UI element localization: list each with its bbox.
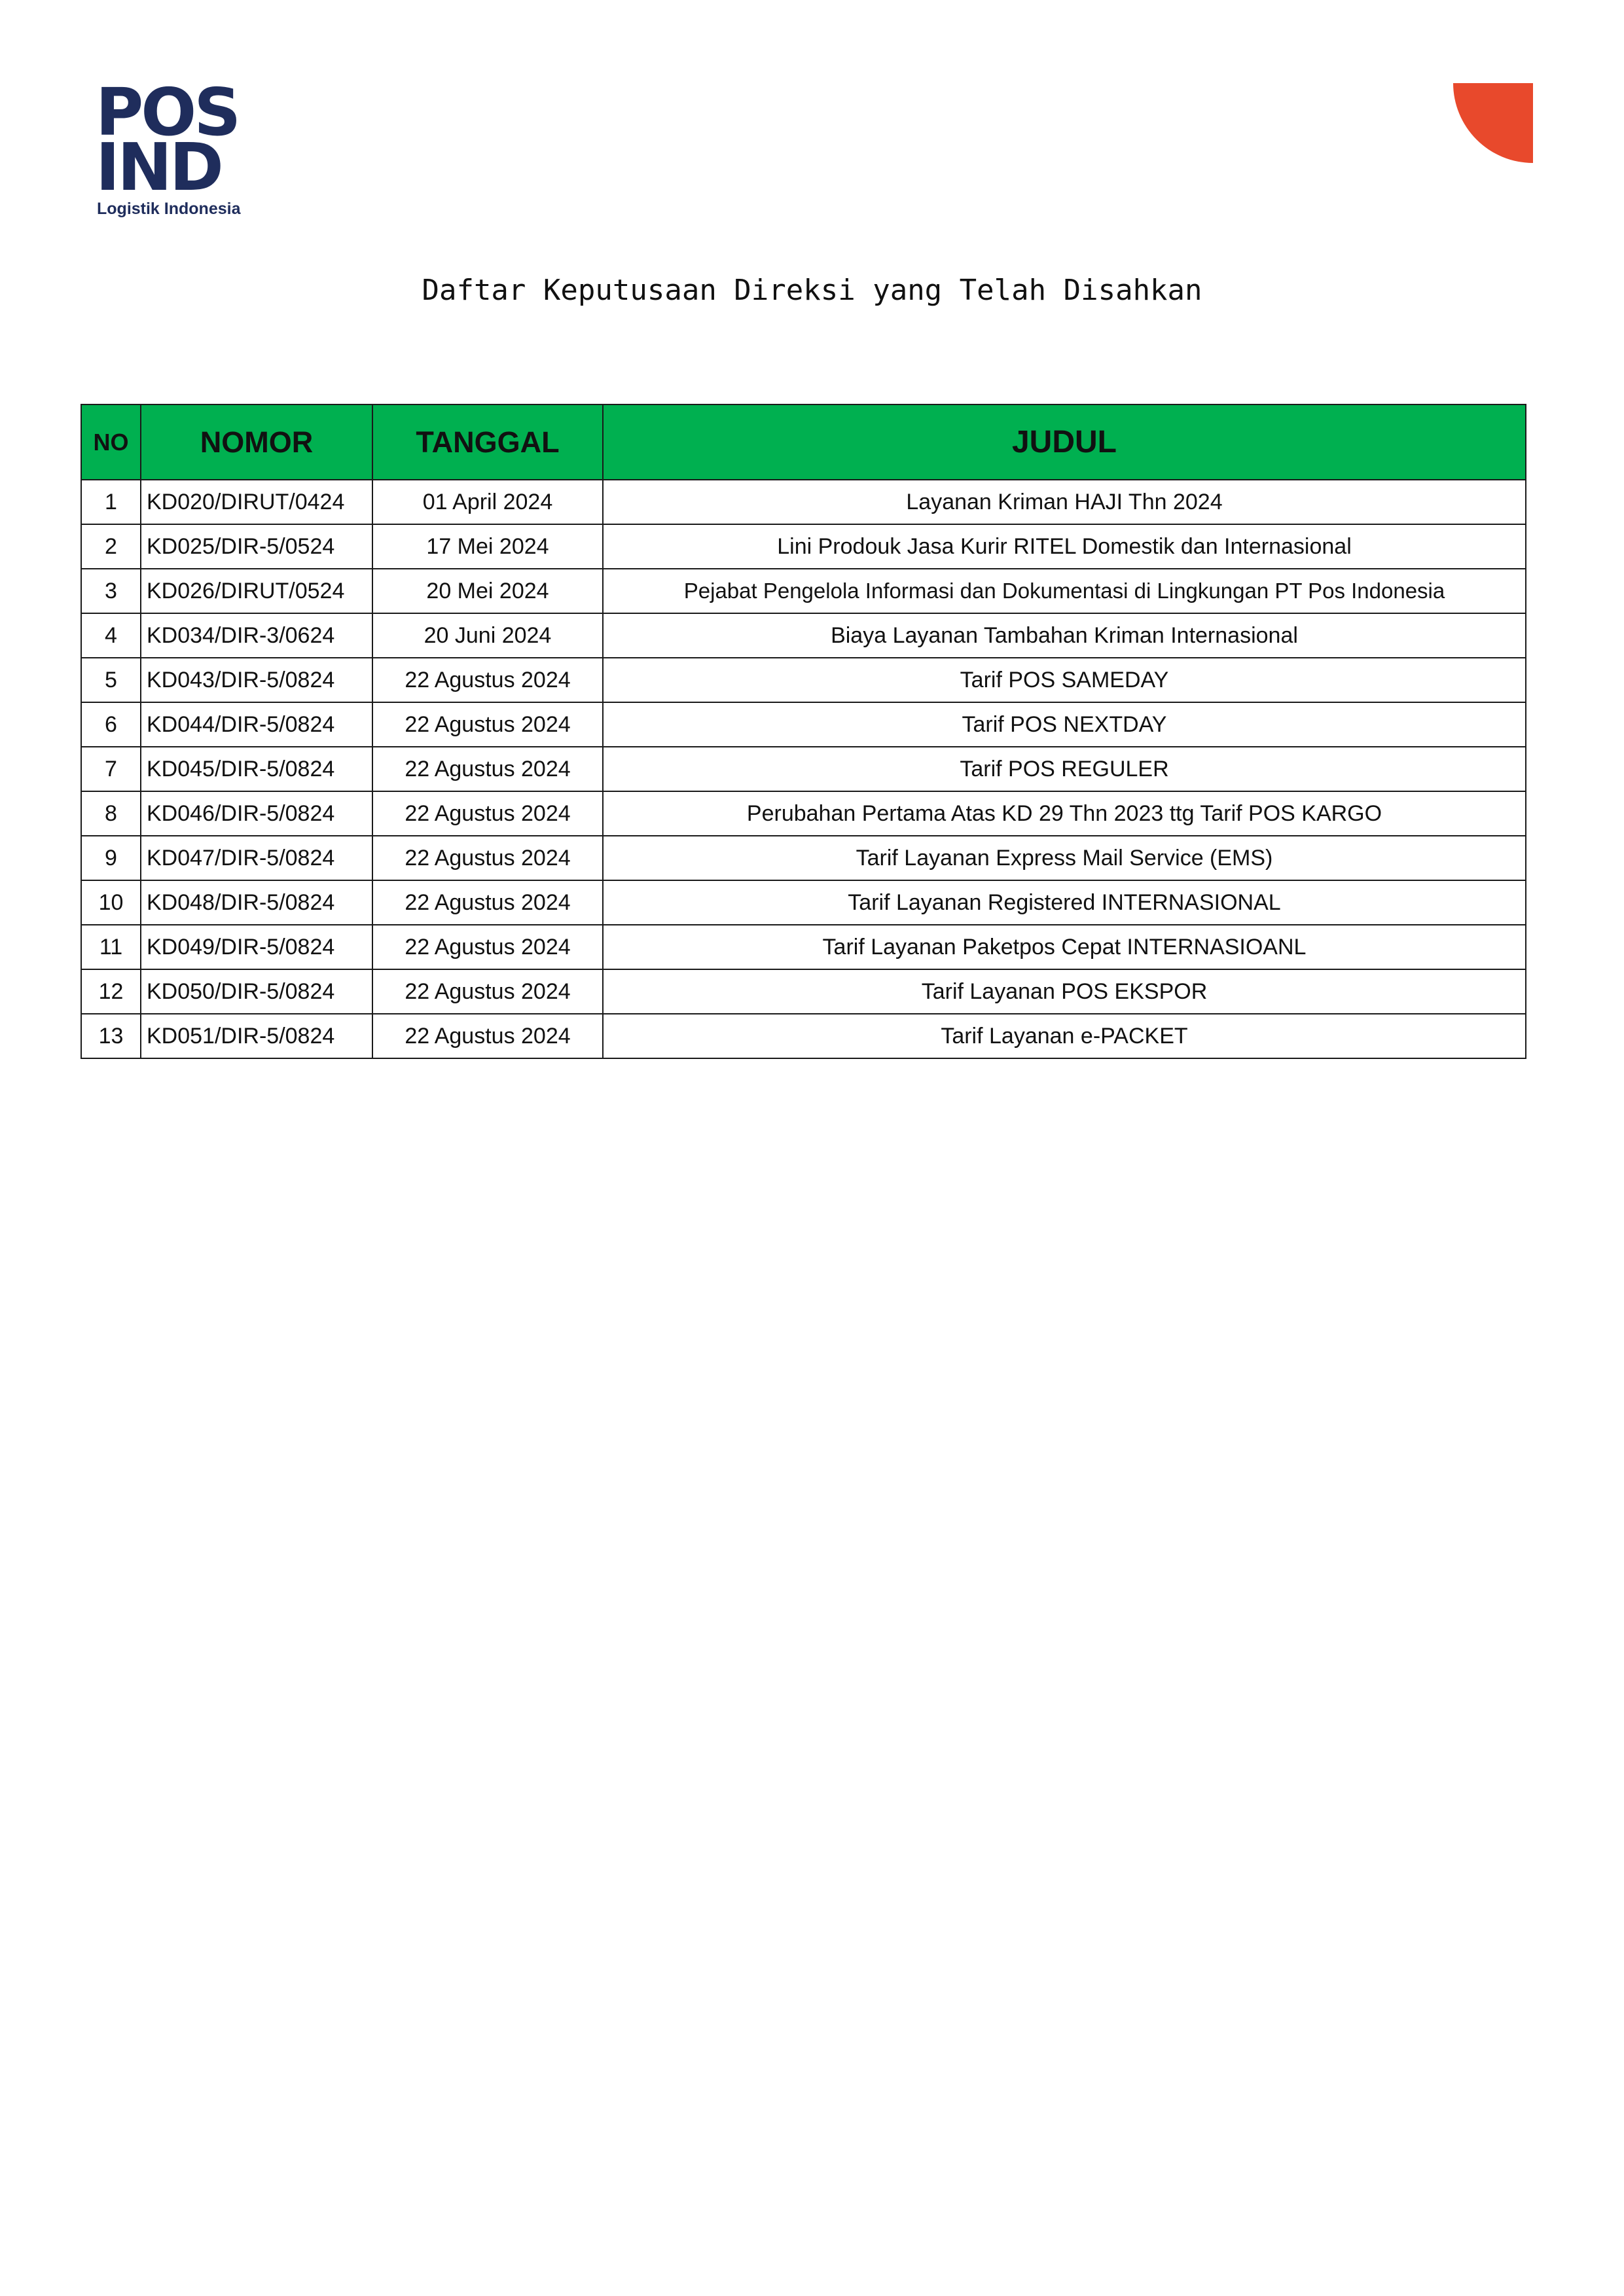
cell-no: 12 [81, 969, 141, 1014]
cell-judul: Pejabat Pengelola Informasi dan Dokumentasi di Lingkungan PT Pos Indonesia [603, 569, 1526, 613]
cell-judul: Biaya Layanan Tambahan Kriman Internasional [603, 613, 1526, 658]
cell-nomor: KD043/DIR-5/0824 [141, 658, 372, 702]
table-row [81, 1014, 1526, 1058]
cell-judul: Lini Prodouk Jasa Kurir RITEL Domestik dan Internasional [603, 524, 1526, 569]
cell-tanggal: 22 Agustus 2024 [372, 880, 603, 925]
cell-no: 2 [81, 524, 141, 569]
table-row [81, 480, 1526, 524]
cell-nomor: KD020/DIRUT/0424 [141, 480, 372, 524]
table-row [81, 658, 1526, 702]
column-header-judul: JUDUL [603, 404, 1526, 480]
cell-judul: Tarif POS REGULER [603, 747, 1526, 791]
company-logo [96, 74, 266, 224]
cell-nomor: KD048/DIR-5/0824 [141, 880, 372, 925]
cell-no: 7 [81, 747, 141, 791]
cell-tanggal: 22 Agustus 2024 [372, 969, 603, 1014]
table-row [81, 613, 1526, 658]
cell-nomor: KD050/DIR-5/0824 [141, 969, 372, 1014]
cell-judul: Tarif Layanan POS EKSPOR [603, 969, 1526, 1014]
cell-judul: Tarif POS NEXTDAY [603, 702, 1526, 747]
cell-no: 10 [81, 880, 141, 925]
logo-line-2: IND [96, 129, 221, 206]
cell-nomor: KD025/DIR-5/0524 [141, 524, 372, 569]
cell-nomor: KD045/DIR-5/0824 [141, 747, 372, 791]
column-header-no: NO [81, 404, 141, 480]
cell-tanggal: 22 Agustus 2024 [372, 702, 603, 747]
logo-tagline: Logistik Indonesia [97, 200, 241, 218]
cell-judul: Perubahan Pertama Atas KD 29 Thn 2023 ttg Tarif POS KARGO [603, 791, 1526, 836]
table-row [81, 524, 1526, 569]
cell-judul: Tarif Layanan Registered INTERNASIONAL [603, 880, 1526, 925]
cell-judul: Tarif Layanan e-PACKET [603, 1014, 1526, 1058]
cell-tanggal: 20 Mei 2024 [372, 569, 603, 613]
table-row [81, 702, 1526, 747]
table-row [81, 880, 1526, 925]
table-row [81, 791, 1526, 836]
table-row [81, 569, 1526, 613]
cell-judul: Tarif Layanan Express Mail Service (EMS) [603, 836, 1526, 880]
cell-no: 9 [81, 836, 141, 880]
cell-tanggal: 01 April 2024 [372, 480, 603, 524]
cell-no: 6 [81, 702, 141, 747]
column-header-tanggal: TANGGAL [372, 404, 603, 480]
document-title: Daftar Keputusaan Direksi yang Telah Disahkan [422, 274, 1202, 307]
cell-nomor: KD044/DIR-5/0824 [141, 702, 372, 747]
cell-no: 5 [81, 658, 141, 702]
cell-nomor: KD034/DIR-3/0624 [141, 613, 372, 658]
cell-tanggal: 22 Agustus 2024 [372, 658, 603, 702]
column-header-nomor: NOMOR [141, 404, 372, 480]
cell-no: 4 [81, 613, 141, 658]
cell-tanggal: 20 Juni 2024 [372, 613, 603, 658]
cell-no: 1 [81, 480, 141, 524]
logo-line-1: POS [96, 74, 239, 151]
cell-nomor: KD047/DIR-5/0824 [141, 836, 372, 880]
table-header-row [81, 404, 1526, 480]
table-row [81, 925, 1526, 969]
cell-judul: Tarif POS SAMEDAY [603, 658, 1526, 702]
cell-nomor: KD051/DIR-5/0824 [141, 1014, 372, 1058]
cell-no: 8 [81, 791, 141, 836]
cell-tanggal: 22 Agustus 2024 [372, 925, 603, 969]
table-row [81, 836, 1526, 880]
cell-nomor: KD046/DIR-5/0824 [141, 791, 372, 836]
cell-tanggal: 22 Agustus 2024 [372, 836, 603, 880]
table-row [81, 747, 1526, 791]
cell-nomor: KD049/DIR-5/0824 [141, 925, 372, 969]
cell-no: 13 [81, 1014, 141, 1058]
cell-tanggal: 17 Mei 2024 [372, 524, 603, 569]
cell-tanggal: 22 Agustus 2024 [372, 747, 603, 791]
cell-judul: Layanan Kriman HAJI Thn 2024 [603, 480, 1526, 524]
corner-quarter-circle-icon [1453, 83, 1533, 163]
table-row [81, 969, 1526, 1014]
cell-no: 3 [81, 569, 141, 613]
cell-nomor: KD026/DIRUT/0524 [141, 569, 372, 613]
decision-table [81, 404, 1526, 1059]
cell-judul: Tarif Layanan Paketpos Cepat INTERNASIOANL [603, 925, 1526, 969]
cell-no: 11 [81, 925, 141, 969]
cell-tanggal: 22 Agustus 2024 [372, 791, 603, 836]
corner-quarter-circle-shape [1453, 83, 1533, 163]
cell-tanggal: 22 Agustus 2024 [372, 1014, 603, 1058]
